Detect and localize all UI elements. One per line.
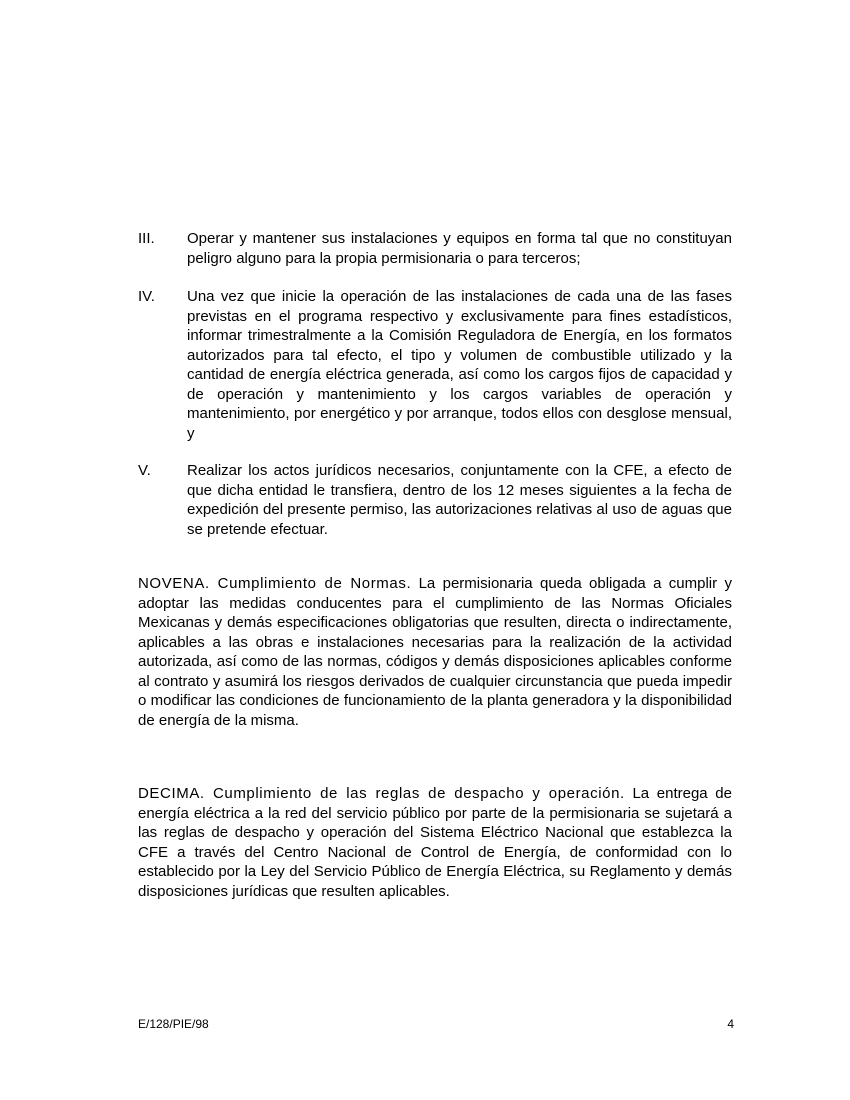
item-text: Una vez que inicie la operación de las instalaciones de cada una de las fases previstas en el programa respectivo y exclusivamente para fines estadísticos, informar trimestralmente a la Comisión Reguladora de Energía, en los formatos autorizados para tal efecto, el tipo y volumen de combustible utilizado y la cantidad de energía eléctrica generada, así como los cargos fijos de capacidad y de operación y mantenimiento y los cargos variables de operación y mantenimiento, por energético y por arranque, todos ellos con desglose mensual, y: [187, 288, 732, 442]
footer-document-id: E/128/PIE/98: [138, 1017, 209, 1031]
footer-page-number: 4: [727, 1017, 734, 1031]
clause-text: La entrega de energía eléctrica a la red del servicio público por parte de la permisionaria se sujetará a las reglas de despacho y operación del Sistema Eléctrico Nacional que establezca la CFE a través del Centro Nacional de Control de Energía, de conformidad con lo establecido por la Ley del Servicio Público de Energía Eléctrica, su Reglamento y demás disposiciones jurídicas que resulten aplicables.: [138, 785, 732, 900]
item-numeral: V.: [138, 462, 151, 479]
clause-heading: NOVENA. Cumplimiento de Normas.: [138, 575, 412, 592]
item-numeral: III.: [138, 230, 155, 247]
clause-decima: [138, 784, 732, 901]
item-numeral: IV.: [138, 288, 155, 305]
clause-heading: DECIMA. Cumplimiento de las reglas de despacho y operación.: [138, 785, 625, 802]
list-item-iv: [138, 287, 732, 443]
clause-novena: [138, 574, 732, 730]
list-item-iii: [138, 229, 732, 268]
list-item-v: [138, 461, 732, 539]
clause-text: La permisionaria queda obligada a cumplir y adoptar las medidas conducentes para el cumplimiento de las Normas Oficiales Mexicanas y demás especificaciones obligatorias que resulten, directa o indirectamente, aplicables a las obras e instalaciones necesarias para la realización de la actividad autorizada, así como de las normas, códigos y demás disposiciones aplicables conforme al contrato y asumirá los riesgos derivados de cualquier circunstancia que pueda impedir o modificar las condiciones de funcionamiento de la planta generadora y la disponibilidad de energía de la misma.: [138, 575, 732, 729]
item-text: Operar y mantener sus instalaciones y equipos en forma tal que no constituyan peligro alguno para la propia permisionaria o para terceros;: [187, 230, 732, 267]
item-text: Realizar los actos jurídicos necesarios, conjuntamente con la CFE, a efecto de que dicha entidad le transfiera, dentro de los 12 meses siguientes a la fecha de expedición del presente permiso, las autorizaciones relativas al uso de aguas que se pretende efectuar.: [187, 462, 732, 538]
